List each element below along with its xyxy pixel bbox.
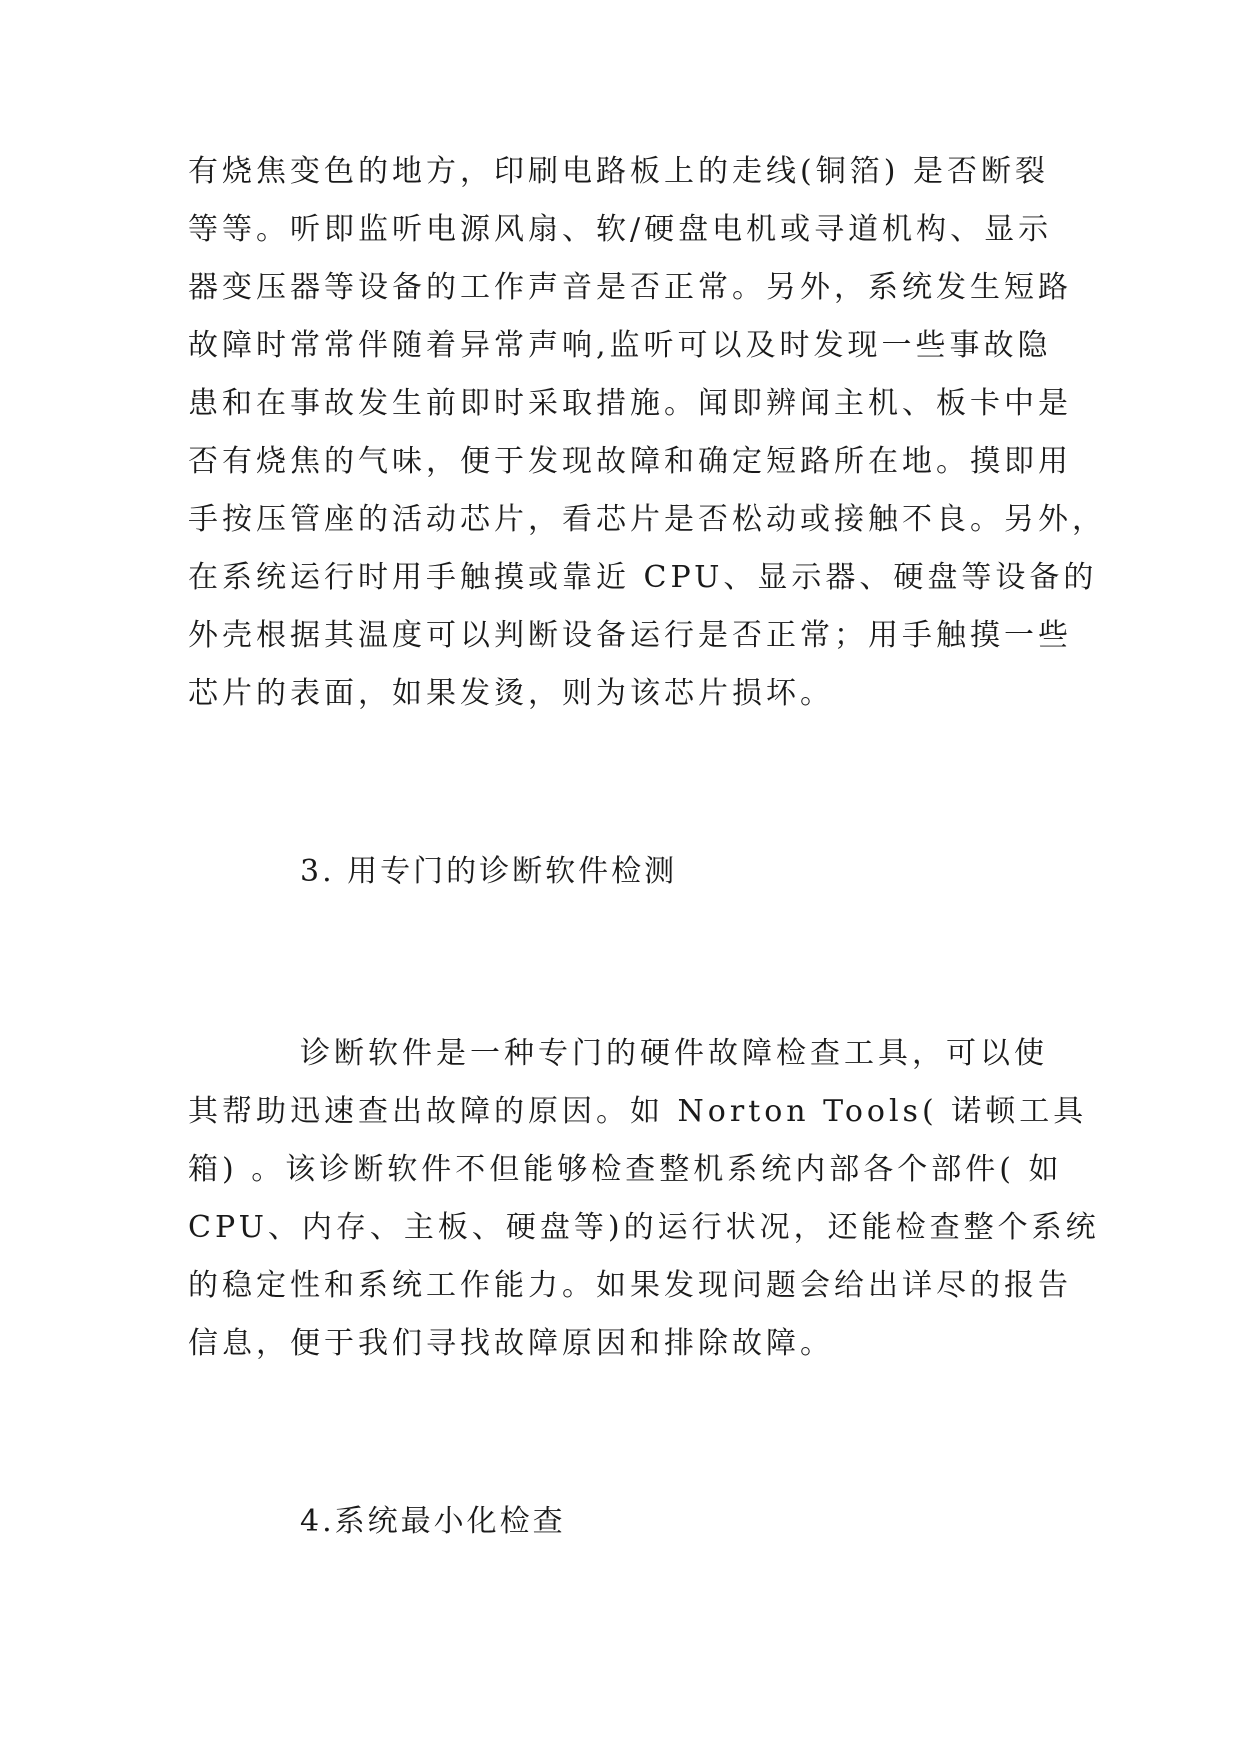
paragraph-1-line-5: 患和在事故发生前即时采取措施。闻即辨闻主机、板卡中是 bbox=[188, 386, 1072, 421]
section-heading-3: 3. 用专门的诊断软件检测 bbox=[300, 854, 678, 889]
paragraph-1-line-10: 芯片的表面，如果发烫，则为该芯片损坏。 bbox=[188, 676, 834, 711]
paragraph-2-line-2: 其帮助迅速查出故障的原因。如 Norton Tools( 诺顿工具 bbox=[188, 1094, 1088, 1129]
paragraph-1-line-4: 故障时常常伴随着异常声响,监听可以及时发现一些事故隐 bbox=[188, 328, 1052, 363]
paragraph-1-line-6: 否有烧焦的气味，便于发现故障和确定短路所在地。摸即用 bbox=[188, 444, 1072, 479]
paragraph-2-line-1: 诊断软件是一种专门的硬件故障检查工具，可以使 bbox=[300, 1036, 1048, 1071]
paragraph-2-line-6: 信息，便于我们寻找故障原因和排除故障。 bbox=[188, 1326, 834, 1361]
paragraph-1-line-7: 手按压管座的活动芯片，看芯片是否松动或接触不良。另外， bbox=[188, 502, 1106, 537]
paragraph-2-line-5: 的稳定性和系统工作能力。如果发现问题会给出详尽的报告 bbox=[188, 1268, 1072, 1303]
paragraph-1-line-1: 有烧焦变色的地方，印刷电路板上的走线(铜箔) 是否断裂 bbox=[188, 154, 1049, 189]
paragraph-2-line-3: 箱) 。该诊断软件不但能够检查整机系统内部各个部件( 如 bbox=[188, 1152, 1063, 1187]
paragraph-1-line-2: 等等。听即监听电源风扇、软/硬盘电机或寻道机构、显示 bbox=[188, 212, 1053, 247]
section-heading-4: 4.系统最小化检查 bbox=[300, 1504, 566, 1539]
paragraph-1-line-8: 在系统运行时用手触摸或靠近 CPU、显示器、硬盘等设备的 bbox=[188, 560, 1098, 595]
paragraph-1-line-9: 外壳根据其温度可以判断设备运行是否正常；用手触摸一些 bbox=[188, 618, 1072, 653]
paragraph-1-line-3: 器变压器等设备的工作声音是否正常。另外，系统发生短路 bbox=[188, 270, 1072, 305]
paragraph-2-line-4: CPU、内存、主板、硬盘等)的运行状况，还能检查整个系统 bbox=[188, 1210, 1100, 1245]
